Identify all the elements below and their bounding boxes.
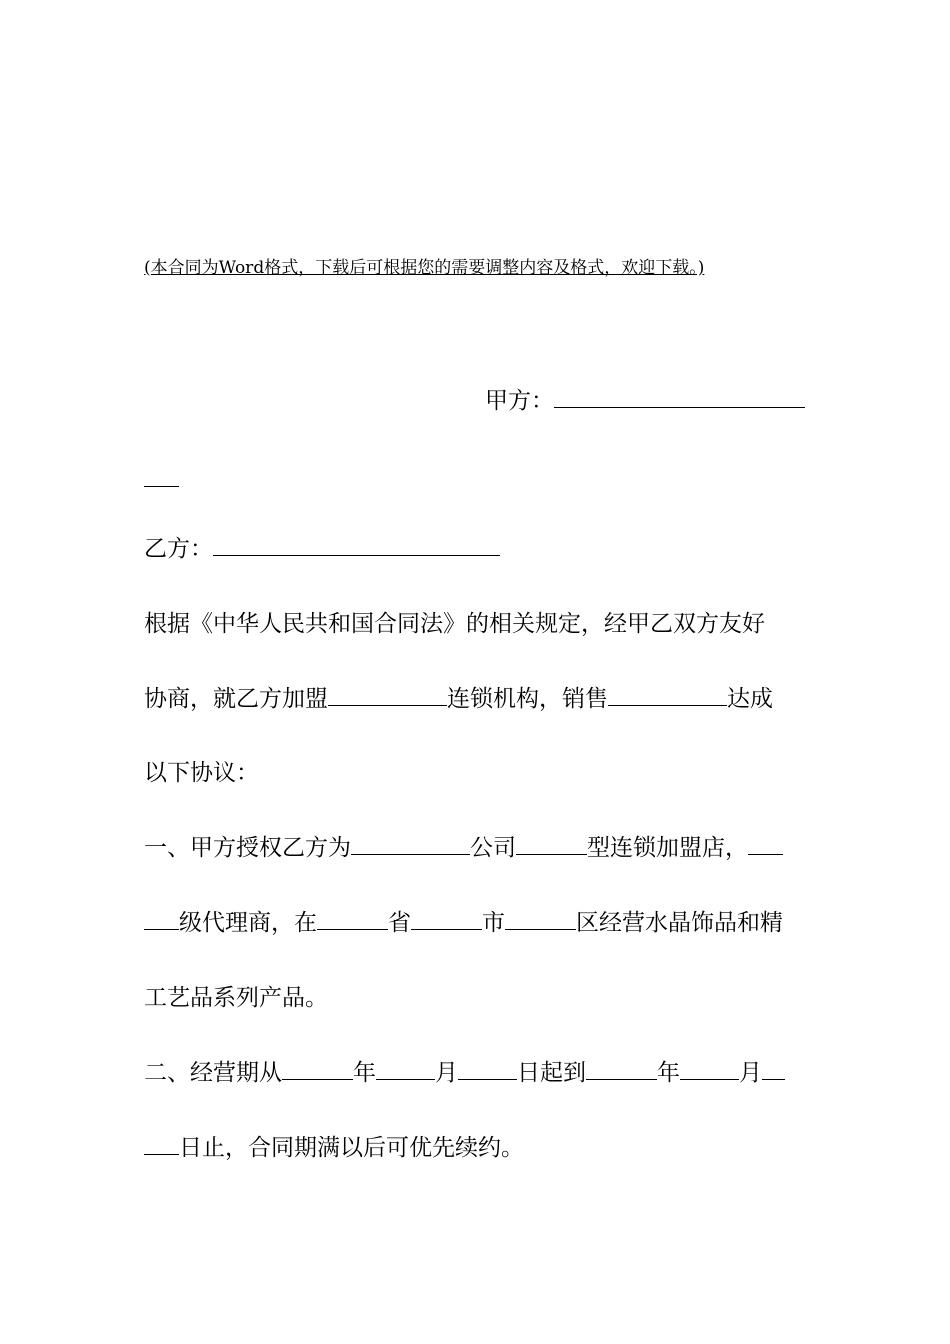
end-year-blank [586, 1059, 657, 1080]
clause-2-text-g: 日止，合同期满以后可优先续约。 [179, 1135, 524, 1161]
clause-1-text-c: 型连锁加盟店， [587, 835, 748, 861]
intro-line-1 [144, 609, 765, 639]
clause-1-line-2 [144, 908, 783, 938]
start-day-blank [458, 1059, 517, 1080]
end-day-blank-a [762, 1059, 785, 1080]
franchise-blank [328, 685, 447, 706]
clause-1-line-1 [144, 833, 783, 863]
party-b-label: 乙方： [144, 536, 213, 562]
intro-text-2c: 达成 [727, 686, 773, 712]
clause-2-text-b: 年 [353, 1060, 376, 1086]
party-b-blank [213, 535, 500, 556]
level-blank-a [748, 834, 783, 855]
intro-line-3 [144, 758, 259, 788]
clause-1-text-e: 省 [388, 910, 411, 936]
end-day-blank-b [144, 1134, 179, 1155]
company-blank [351, 834, 470, 855]
province-blank [317, 909, 388, 930]
start-month-blank [376, 1059, 435, 1080]
party-b-line [144, 534, 500, 564]
clause-1-text-d: 级代理商，在 [179, 910, 317, 936]
intro-text-2b: 连锁机构，销售 [447, 686, 608, 712]
sales-blank [608, 685, 727, 706]
clause-1-text-f: 市 [482, 910, 505, 936]
intro-line-2 [144, 684, 773, 714]
intro-text-3: 以下协议： [144, 760, 259, 786]
clause-2-line-1 [144, 1058, 785, 1088]
format-note: (本合同为Word格式，下载后可根据您的需要调整内容及格式，欢迎下载。) [144, 258, 705, 278]
start-year-blank [282, 1059, 353, 1080]
clause-2-text-f: 月 [739, 1060, 762, 1086]
clause-1-text-g: 区经营水晶饰品和精 [576, 910, 783, 936]
clause-1-text-b: 公司 [470, 835, 516, 861]
district-blank [505, 909, 576, 930]
clause-1-text-a: 一、甲方授权乙方为 [144, 835, 351, 861]
party-a-continuation [144, 465, 179, 495]
clause-2-line-2 [144, 1133, 524, 1163]
clause-2-text-a: 二、经营期从 [144, 1060, 282, 1086]
party-a-blank [554, 387, 805, 408]
clause-1-text-h: 工艺品系列产品。 [144, 985, 328, 1011]
intro-text-2a: 协商，就乙方加盟 [144, 686, 328, 712]
clause-2-text-c: 月 [435, 1060, 458, 1086]
clause-2-text-d: 日起到 [517, 1060, 586, 1086]
clause-2-text-e: 年 [657, 1060, 680, 1086]
end-month-blank [680, 1059, 739, 1080]
party-a-blank-cont [144, 466, 179, 487]
store-type-blank [516, 834, 587, 855]
party-a-line [485, 386, 805, 416]
city-blank [411, 909, 482, 930]
level-blank-b [144, 909, 179, 930]
party-a-label: 甲方： [485, 388, 554, 414]
clause-1-line-3 [144, 983, 328, 1013]
intro-text-1: 根据《中华人民共和国合同法》的相关规定，经甲乙双方友好 [144, 611, 765, 637]
